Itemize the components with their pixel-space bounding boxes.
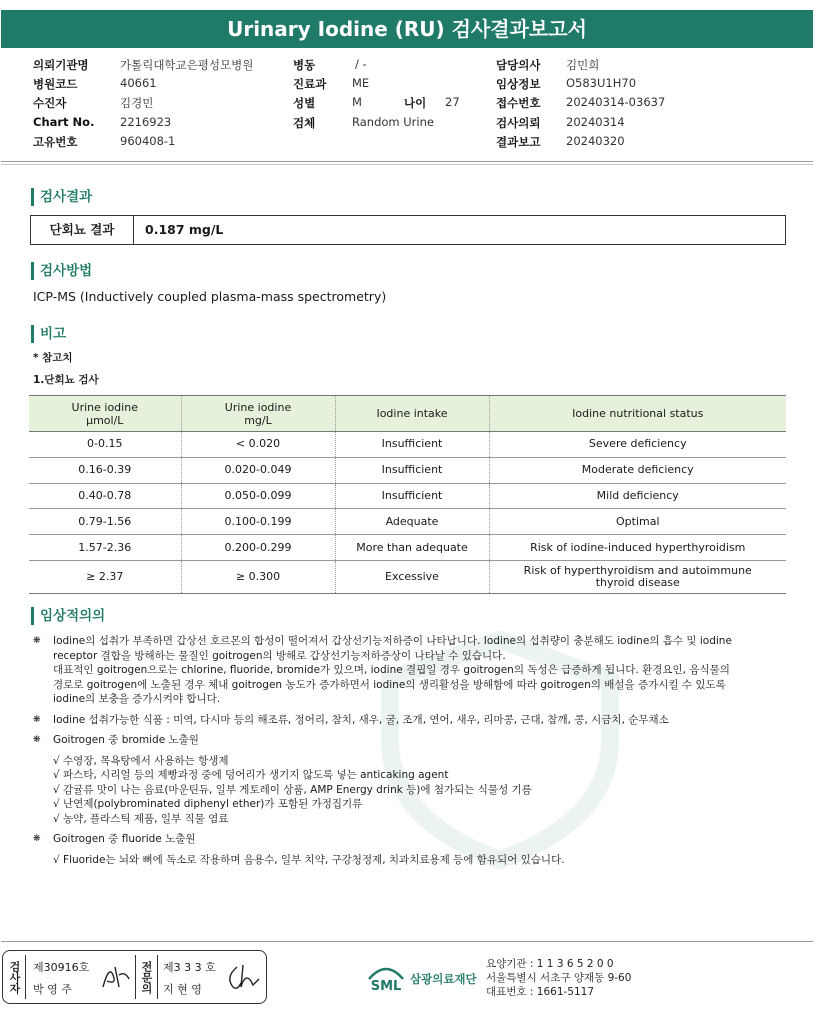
result-value: 0.187 mg/L [145, 222, 224, 237]
table-cell: Moderate deficiency [489, 457, 786, 483]
info-value: 2216923 [120, 114, 172, 129]
table-cell: Risk of hyperthyroidism and autoimmune thyroid disease [489, 560, 786, 593]
clinical-line: Iodine 섭취가능한 식품 : 미역, 다시마 등의 해조류, 정어리, 참치, 새우, 굴, 조개, 연어, 새우, 리마콩, 근대, 참깨, 콩, 시금치, 순무채소 [53, 713, 669, 726]
info-value: M [352, 95, 362, 110]
table-cell: Adequate [335, 509, 489, 535]
info-value: Random Urine [352, 114, 434, 129]
table-cell: 0.16-0.39 [29, 457, 181, 483]
table-cell: 0.100-0.199 [181, 509, 335, 535]
bullet-icon: ❋ [33, 834, 41, 844]
table-cell: Optimal [489, 509, 786, 535]
info-label: 고유번호 [33, 134, 78, 149]
info-value: 960408-1 [120, 133, 176, 148]
org-name: 삼광의료재단 [410, 972, 477, 986]
table-cell: Mild deficiency [489, 483, 786, 509]
info-label: 담당의사 [496, 58, 541, 72]
specialist-label: 전문의 [140, 960, 153, 994]
info-value: ME [352, 76, 370, 91]
reference-table [29, 395, 786, 594]
info-value: 김경민 [120, 96, 154, 111]
check-line: √ 감귤류 맛이 나는 음료(마운틴듀, 일부 게토레이 상품, AMP Energy drink 등)에 첨가되는 식물성 기름 [53, 783, 532, 796]
info-label: 결과보고 [496, 134, 541, 149]
info-value: / - [355, 57, 367, 71]
table-cell: 0.050-0.099 [181, 483, 335, 509]
table-cell: ≥ 0.300 [181, 560, 335, 593]
report-title: Urinary Iodine (RU) 검사결과보고서 [1, 10, 813, 48]
table-cell: 0.200-0.299 [181, 535, 335, 561]
clinical-line: 대표적인 goitrogen으로는 chlorine, fluoride, bromide가 있으며, iodine 결핍일 경우 goitrogen의 독성은 급증하게 됩니다. 환경요인, 음식물의 [53, 664, 730, 676]
clinical-item [33, 832, 778, 847]
table-cell: ≥ 2.37 [29, 560, 181, 593]
examiner-vertical-label [7, 955, 21, 1003]
result-box [30, 215, 786, 245]
info-label: 병동 [293, 58, 316, 72]
clinical-line: Iodine의 섭취가 부족하면 갑상선 호르몬의 합성이 떨어져서 갑상선기능저하증이 나타납니다. Iodine의 섭취량이 충분해도 iodine의 흡수 및 iodine [53, 635, 732, 647]
clinical-text [33, 634, 778, 867]
specialist-vertical-label [139, 955, 153, 1003]
info-label: 성별 [293, 96, 316, 111]
info-label: 임상정보 [496, 77, 541, 92]
table-header-row [29, 396, 786, 432]
table-cell: Risk of iodine-induced hyperthyroidism [489, 535, 786, 561]
divider [25, 955, 26, 999]
specialist-license: 제3 3 3 호 [163, 961, 216, 974]
clinical-line: 경로로 goitrogen에 노출된 경우 체내 goitrogen 농도가 증가하면서 iodine의 생리활성을 방해함에 따라 goitrogen의 배설을 증가시킬 수 있도록 [53, 678, 726, 691]
table-cell: 0.40-0.78 [29, 483, 181, 509]
table-cell: Excessive [335, 560, 489, 593]
info-label: Chart No. [33, 114, 95, 129]
footer-divider [1, 941, 813, 942]
info-label: 수진자 [33, 96, 67, 111]
section-title-result: 검사결과 [31, 188, 92, 206]
table-cell: 0-0.15 [29, 432, 181, 458]
table-cell: 1.57-2.36 [29, 535, 181, 561]
section-title-clinical: 임상적의의 [31, 607, 105, 625]
table-row [29, 509, 786, 535]
institution-line: 대표번호 : 1661-5117 [486, 986, 595, 998]
reference-note: * 참고치 [33, 352, 73, 364]
header-divider [1, 161, 813, 162]
info-value: 가톨릭대학교은평성모병원 [120, 58, 254, 72]
divider [135, 955, 136, 999]
clinical-item [33, 713, 778, 728]
check-line: √ 수영장, 목욕탕에서 사용하는 항생제 [53, 754, 229, 767]
info-label: 진료과 [293, 77, 327, 92]
examiner-signature-icon [99, 961, 133, 993]
check-line: √ Fluoride는 뇌와 뼈에 독소로 작용하며 음용수, 일부 치약, 구강청정제, 치과치료용제 등에 함유되어 있습니다. [53, 853, 565, 866]
check-line: √ 농약, 플라스틱 제품, 일부 직물 염료 [53, 812, 229, 825]
table-row [29, 457, 786, 483]
check-line: √ 난연제(polybrominated diphenyl ether)가 포함된 가정집기류 [53, 798, 363, 810]
info-value: 40661 [120, 76, 157, 91]
table-cell: Insufficient [335, 432, 489, 458]
clinical-item [33, 634, 778, 707]
institution-line: 요양기관 : 1 1 3 6 5 2 0 0 [486, 958, 614, 970]
info-label: 검체 [293, 115, 316, 130]
info-label: 접수번호 [496, 96, 541, 111]
examiner-label: 검사자 [8, 960, 21, 994]
info-value: 20240320 [566, 133, 625, 148]
examiner-license: 제30916호 [33, 961, 90, 974]
header-divider-light [1, 164, 813, 165]
table-cell: 0.79-1.56 [29, 509, 181, 535]
table-row [29, 483, 786, 509]
section-title-method: 검사방법 [31, 262, 92, 280]
examiner-name: 박 영 주 [33, 983, 72, 996]
info-label: 의뢰기관명 [33, 58, 89, 72]
section-title-remark: 비고 [31, 325, 66, 343]
institution-info [486, 957, 631, 999]
table-cell: < 0.020 [181, 432, 335, 458]
divider [157, 955, 158, 999]
table-cell: Insufficient [335, 457, 489, 483]
check-line: √ 파스타, 시리얼 등의 제빵과정 중에 덩어리가 생기지 않도록 넣는 anticaking agent [53, 769, 449, 781]
patient-info-col3 [496, 57, 696, 153]
table-row [29, 535, 786, 561]
table-row [29, 432, 786, 458]
table-cell: More than adequate [335, 535, 489, 561]
table-cell: Insufficient [335, 483, 489, 509]
result-label: 단회뇨 결과 [31, 216, 134, 244]
table-cell: 0.020-0.049 [181, 457, 335, 483]
table-header: Iodine nutritional status [489, 396, 786, 432]
age-label: 나이 [404, 96, 427, 111]
table-header: Urine iodine mg/L [181, 396, 335, 432]
info-label: 병원코드 [33, 77, 78, 92]
clinical-line: iodine의 보충을 증가시켜야 합니다. [53, 693, 221, 705]
clinical-subtitle: Goitrogen 중 bromide 노출원 [53, 734, 199, 746]
clinical-subtitle: Goitrogen 중 fluoride 노출원 [53, 833, 196, 845]
info-value: 20240314 [566, 114, 625, 129]
table-cell: Severe deficiency [489, 432, 786, 458]
info-value: 김민희 [566, 58, 600, 72]
single-urine-note: 1.단회뇨 검사 [33, 374, 99, 386]
patient-info-col2 [293, 57, 483, 134]
table-row [29, 560, 786, 593]
bullet-icon: ❋ [33, 714, 41, 725]
institution-line: 서울특별시 서초구 양재동 9-60 [486, 972, 632, 984]
info-value: O583U1H70 [566, 76, 637, 91]
table-header: Urine iodine μmol/L [29, 396, 181, 432]
table-header: Iodine intake [335, 396, 489, 432]
specialist-signature-icon [223, 961, 263, 993]
sml-logo-icon [365, 957, 407, 997]
patient-info-col1 [33, 57, 293, 153]
age-value: 27 [445, 95, 460, 110]
info-value: 20240314-03637 [566, 95, 666, 110]
clinical-line: receptor 결합을 방해하는 물질인 goitrogen의 방해로 갑상선기능저하증상이 나타날 수 있습니다. [53, 649, 506, 662]
clinical-item [33, 733, 778, 748]
method-text: ICP-MS (Inductively coupled plasma-mass spectrometry) [33, 289, 387, 304]
logo-text: SML [370, 979, 402, 994]
signature-box [2, 950, 267, 1004]
specialist-name: 지 현 영 [163, 983, 202, 996]
bullet-icon: ❋ [33, 636, 41, 646]
info-label: 검사의뢰 [496, 115, 541, 130]
bullet-icon: ❋ [33, 735, 41, 745]
